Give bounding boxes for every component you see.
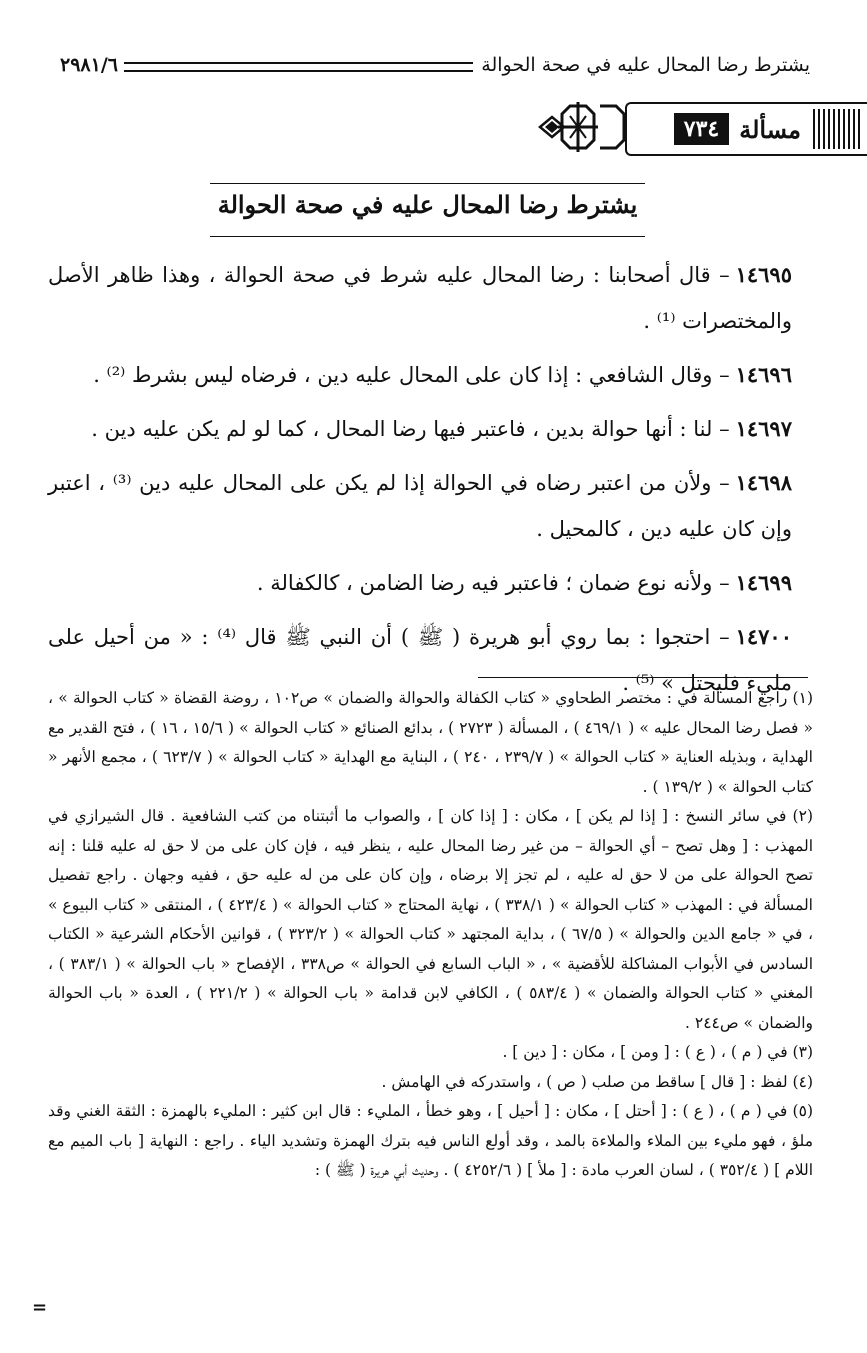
paragraph-text: – وقال الشافعي : إذا كان على المحال عليه دين ، فرضاه ليس بشرط ⁽²⁾ . xyxy=(93,363,730,387)
footnote: (٣) في ( م ) ، ( ع ) : [ ومن ] ، مكان : [ دين ] . xyxy=(502,1043,813,1061)
masala-label-box xyxy=(625,102,867,156)
running-title: يشترط رضا المحال عليه في صحة الحوالة xyxy=(481,54,810,76)
footnote: (٥) في ( م ) ، ( ع ) : [ أحتل ] ، مكان : [ أحيل ] ، وهو خطأ ، المليء : قال ابن كثير : المليء بالهمزة : الثقة الغني وقد ملؤ ، فهو مليء بين الملاء والملاءة بالمد ، وقد أولع الناس فيه بترك الهمزة وتشديد الياء . راجع : النهاية [ باب الميم مع اللام ] ( ٣٥٢/٤ ) ، لسان العرب مادة : [ ملأ ] ( ٤٢٥٢/٦ ) . وحديث أبي هريرة ( ﷺ ) : xyxy=(48,1102,813,1179)
footnotes xyxy=(48,684,813,1186)
title-rule-bottom xyxy=(210,236,645,237)
footnote: (٢) في سائر النسخ : [ إذا لم يكن ] ، مكان : [ إذا كان ] ، والصواب ما أثبتناه من كتب الشافعية . قال الشيرازي في المهذب : [ وهل تصح – أي الحوالة – من غير رضا المحال عليه ، ينظر فيه ، فإن كان على من لا حق له عليه قلنا : إنه تصح الحوالة على من لا حق له عليه ، لم تجز إلا برضاه ، وإن كان على من له عليه حق ، ففيه وجهان . راجع تفصيل المسألة في : المهذب « كتاب الحوالة » ( ٣٣٨/١ ) ، نهاية المحتاج « كتاب الحوالة » ( ٤٢٣/٤ ) ، المنتقى « كتاب البيوع » ، في « جامع الدين والحوالة » ( ٦٧/٥ ) ، بداية المجتهد « كتاب الحوالة » ( ٣٢٣/٢ ) ، قوانين الأحكام الشرعية « الكتاب السادس في الأبواب المشاكلة للأقضية » ، « الباب السابع في الحوالة » ص٣٣٨ ، الإفصاح « باب الحوالة » ( ٣٨٣/١ ) ، المغني « كتاب الحوالة والضمان » ( ٥٨٣/٤ ) ، الكافي لابن قدامة « باب الحوالة » ( ٢٢١/٢ ) ، العدة « باب الحوالة والضمان » ص٢٤٤ . xyxy=(48,807,814,1032)
footnote: (١) راجع المسألة في : مختصر الطحاوي « كتاب الكفالة والحوالة والضمان » ص١٠٢ ، روضة القضاة « كتاب الحوالة » ، « فصل رضا المحال عليه » ( ٤٦٩/١ ) ، المسألة ( ٢٧٢٣ ) ، بدائع الصنائع « كتاب الحوالة » ( ١٥/٦ ، ١٦ ) ، فتح القدير مع الهداية ، وبذيله العناية « كتاب الحوالة » ( ٢٣٩/٧ ، ٢٤٠ ) ، البناية مع الهداية « كتاب الحوالة » ( ٦٢٣/٧ ) ، مجمع الأنهر « كتاب الحوالة » ( ١٣٩/٢ ) . xyxy=(48,689,813,796)
paragraph-number: ١٤٧٠٠ xyxy=(735,624,792,649)
paragraph-text: – احتجوا : بما روي أبو هريرة ( ﷺ ) أن النبي ﷺ قال ⁽⁴⁾ : « من أحيل على مليء فليحتل » ⁽⁵⁾ . xyxy=(48,625,792,695)
paragraph xyxy=(48,460,810,552)
paragraph-number: ١٤٦٩٦ xyxy=(735,362,792,387)
paragraph-text: – قال أصحابنا : رضا المحال عليه شرط في صحة الحوالة ، وهذا ظاهر الأصل والمختصرات ⁽¹⁾ . xyxy=(48,263,792,333)
masala-banner xyxy=(530,98,867,156)
main-text xyxy=(48,252,810,714)
masala-label: مسألة xyxy=(739,114,801,144)
paragraph-text: – ولأن من اعتبر رضاه في الحوالة إذا لم يكن على المحال عليه دين ⁽³⁾ ، اعتبر وإن كان عليه دين ، كالمحيل . xyxy=(48,471,792,541)
volume-page-reference: ٢٩٨١/٦ xyxy=(60,54,118,76)
barcode-ornament-icon xyxy=(813,109,861,149)
continuation-mark: = xyxy=(32,1297,48,1318)
title-rule-top xyxy=(210,183,645,184)
running-header xyxy=(60,48,810,82)
paragraph-text: – ولأنه نوع ضمان ؛ فاعتبر فيه رضا الضامن ، كالكفالة . xyxy=(256,571,730,595)
footnote: (٤) لفظ : [ قال ] ساقط من صلب ( ص ) ، واستدركه في الهامش . xyxy=(381,1072,813,1091)
paragraph-number: ١٤٦٩٨ xyxy=(735,470,792,495)
paragraph xyxy=(48,252,810,344)
paragraph xyxy=(48,352,810,398)
paragraph-text: – لنا : أنها حوالة بدين ، فاعتبر فيها رضا المحال ، كما لو لم يكن عليه دين . xyxy=(91,417,730,441)
footnote-separator xyxy=(478,677,808,678)
paragraph-number: ١٤٦٩٩ xyxy=(735,570,792,595)
header-rule xyxy=(124,62,473,72)
arabesque-ornament-icon xyxy=(530,100,632,154)
section-title: يشترط رضا المحال عليه في صحة الحوالة xyxy=(217,190,638,219)
paragraph xyxy=(48,560,810,606)
paragraph xyxy=(48,406,810,452)
paragraph-number: ١٤٦٩٧ xyxy=(735,416,792,441)
masala-number: ٧٣٤ xyxy=(674,113,729,145)
paragraph-number: ١٤٦٩٥ xyxy=(735,262,792,287)
